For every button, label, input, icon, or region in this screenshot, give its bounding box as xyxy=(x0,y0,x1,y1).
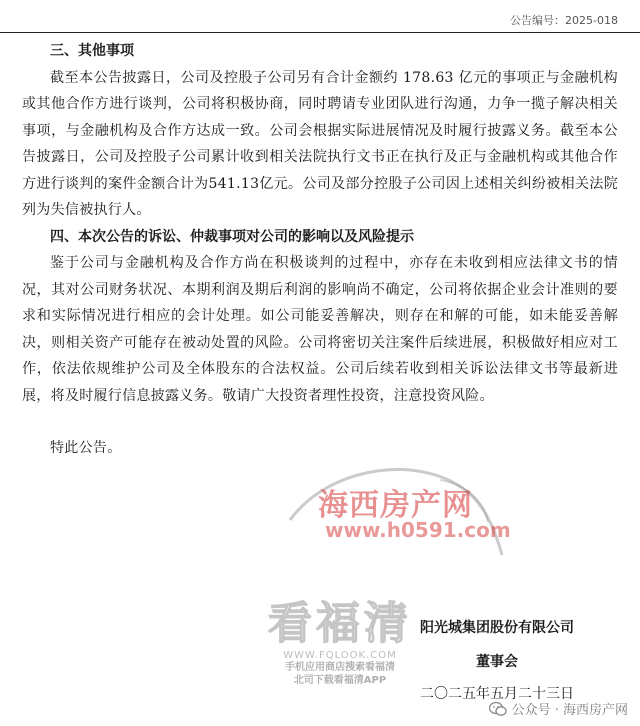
section-3-heading: 三、其他事项 xyxy=(50,43,134,59)
doc-number: 公告编号：2025-018 xyxy=(510,14,618,27)
kanfuqing-line-2: 北司下载看福清APP xyxy=(293,675,387,686)
header-rule xyxy=(0,32,640,33)
signature-company: 阳光城集团股份有限公司 xyxy=(420,620,574,636)
kanfuqing-line-1: 手机应用商店搜索看福清 xyxy=(285,662,395,673)
wechat-label: 公众号 · 海西房产网 xyxy=(511,703,628,718)
section-4-heading: 四、本次公告的诉讼、仲裁事项对公司的影响以及风险提示 xyxy=(50,228,414,245)
closing-statement: 特此公告。 xyxy=(50,440,122,456)
section-3-paragraph: 截至本公告披露日，公司及控股子公司另有合计金额约 178.63 亿元的事项正与金融机构或其他合作方进行谈判，公司将积极协商，同时聘请专业团队进行沟通，力争一揽子解决相关事项，与金融机构及合作方达成一致。公司会根据实际进展情况及时履行披露义务。截至本公告披露日，公司及控股子公司累计收到相关法院执行文书正在执行及正与金融机构或其他合作方进行谈判的案件金额合计为541.13亿元。公司及部分控股子公司因上述相关纠纷被相关法院列为失信被执行人。 xyxy=(22,69,618,218)
signature-board: 董事会 xyxy=(476,654,518,670)
signature-date: 二〇二五年五月二十三日 xyxy=(420,686,574,702)
haixi-watermark-url: www.h0591.com xyxy=(325,518,511,542)
wechat-icon xyxy=(489,701,507,717)
document-body xyxy=(22,38,618,462)
haixi-watermark-name: 海西房产网 xyxy=(318,488,473,523)
section-4-paragraph: 鉴于公司与金融机构及合作方尚在积极谈判的过程中，亦存在未收到相应法律文书的情况，其对公司财务状况、本期利润及期后利润的影响尚不确定，公司将依据企业会计准则的要求和实际情况进行相应的会计处理。如公司能妥善解决，则存在和解的可能，如未能妥善解决，则相关资产可能存在被动处置的风险。公司将密切关注案件后续进展，积极做好相应对工作，依法依规维护公司及全体股东的合法权益。公司后续若收到相关诉讼法律文书等最新进展，将及时履行信息披露义务。敬请广大投资者理性投资，注意投资风险。 xyxy=(22,255,618,404)
haixi-swoosh-icon xyxy=(270,460,520,560)
kanfuqing-logo: 看福清 xyxy=(268,598,412,649)
haixi-watermark xyxy=(270,460,520,560)
wechat-watermark xyxy=(489,699,628,718)
kanfuqing-url: WWW.FQLOOK.COM xyxy=(283,650,397,661)
